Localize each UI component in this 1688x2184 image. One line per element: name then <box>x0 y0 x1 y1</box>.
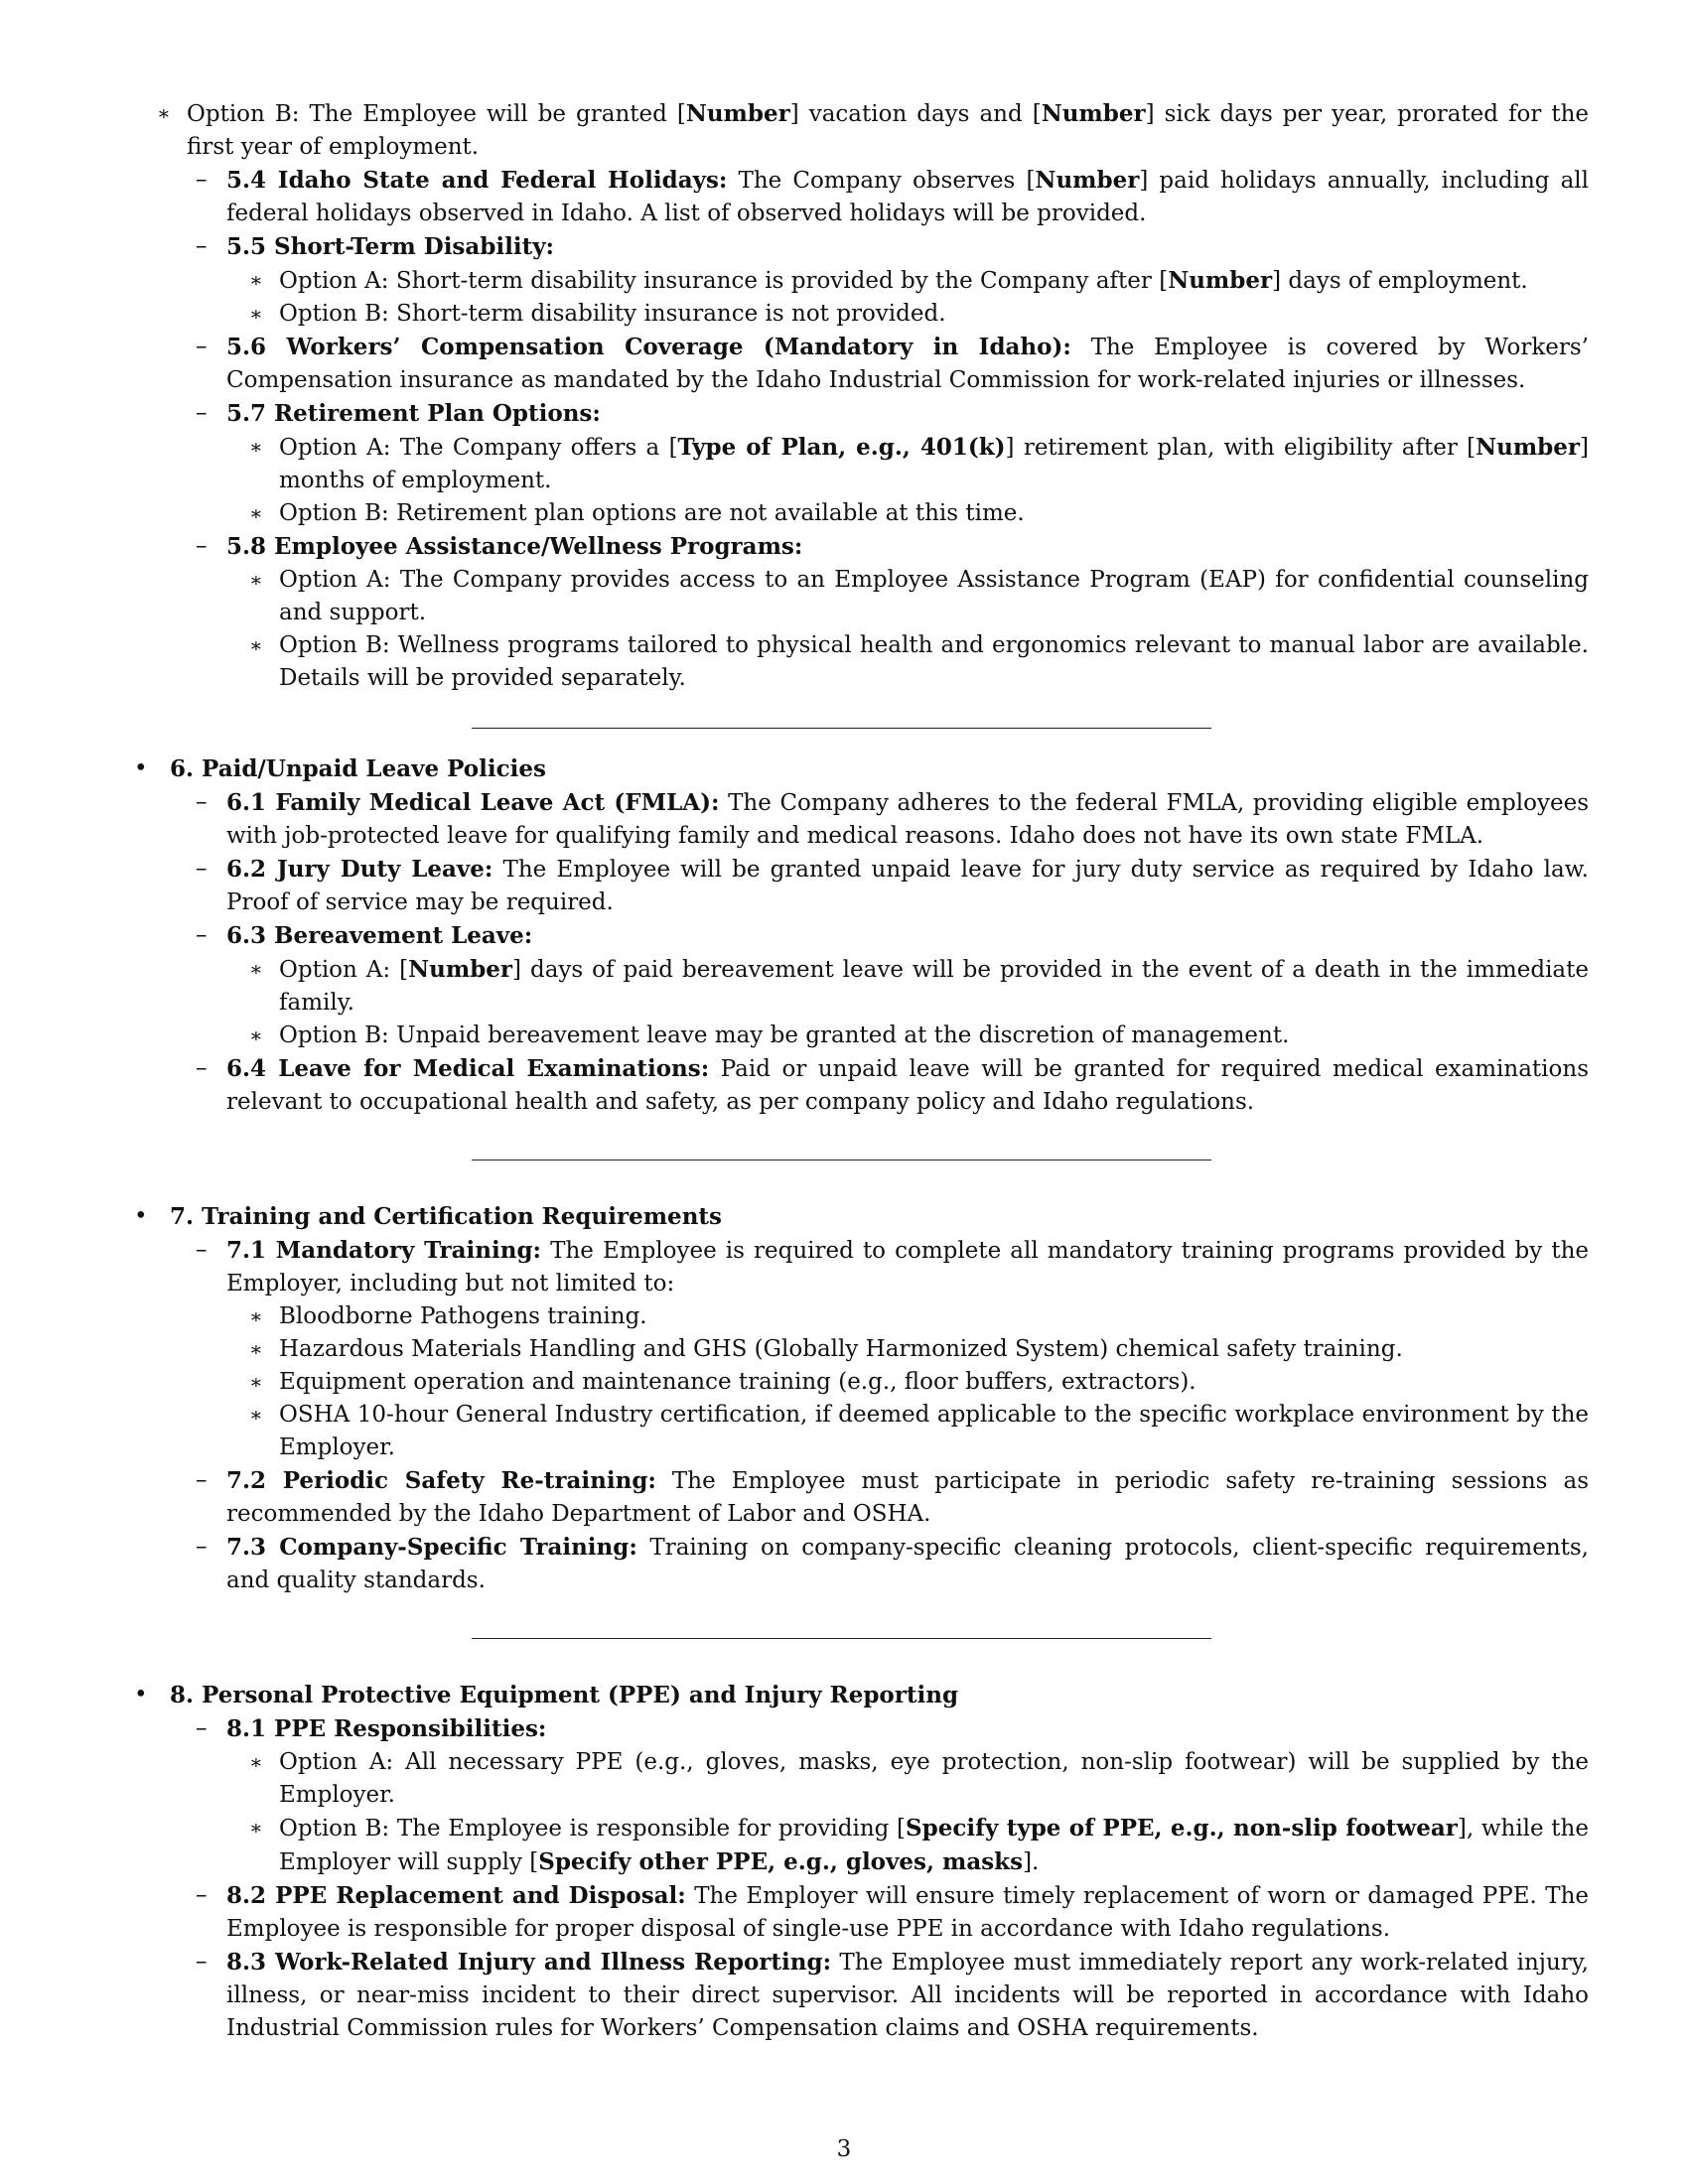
clause-5-7 <box>134 397 1589 530</box>
star-marker: ∗ <box>249 1370 263 1394</box>
page-number: 3 <box>836 2136 852 2162</box>
placeholder-ppe: Specify type of PPE, e.g., non-slip footwear <box>906 1815 1458 1842</box>
text: ]. <box>1023 1849 1040 1875</box>
clause-5-8 <box>134 530 1589 695</box>
text: The Employer will ensure timely replacement of worn or damaged PPE. The Employee is responsible for proper disposal of single-use PPE in accordance with Idaho regulations. <box>226 1883 1589 1942</box>
clause-8-2 <box>170 1879 1589 1946</box>
clause-7-2 <box>170 1464 1589 1531</box>
star-marker: ∗ <box>249 633 263 657</box>
text: Option B: Short-term disability insurance is not provided. <box>279 301 946 327</box>
section-title: 6. Paid/Unpaid Leave Policies <box>170 755 546 782</box>
option-b <box>226 298 1589 331</box>
text: ] sick days per year, prorated for the first year of employment. <box>187 101 1590 160</box>
star-marker: ∗ <box>249 1304 263 1328</box>
placeholder-number: Number <box>1041 100 1146 127</box>
option-b <box>226 1020 1589 1052</box>
page-content <box>134 97 1589 2045</box>
dash-marker: – <box>196 1055 208 1081</box>
clause-label: 5.5 Short-Term Disability: <box>226 233 555 260</box>
horizontal-rule <box>472 728 1211 729</box>
text: ] days of employment. <box>1272 268 1528 294</box>
dash-marker: – <box>196 167 208 193</box>
text: Option B: Wellness programs tailored to physical health and ergonomics relevant to manual labor are available. Details will be provided separately. <box>279 632 1589 691</box>
clause-5-5 <box>134 230 1589 331</box>
text: The Employee is required to complete all mandatory training programs provided by the Employer, including but not limited to: <box>226 1238 1589 1297</box>
placeholder-number: Number <box>1168 267 1273 294</box>
clause-label: 5.4 Idaho State and Federal Holidays: <box>226 167 728 194</box>
text: The Employee will be granted unpaid leave for jury duty service as required by Idaho law. Proof of service may be required. <box>226 857 1589 915</box>
clause-label: 8.1 PPE Responsibilities: <box>226 1715 547 1742</box>
section-title: 7. Training and Certification Requirements <box>170 1203 722 1230</box>
sublist <box>226 1746 1589 1879</box>
horizontal-rule <box>472 1638 1211 1639</box>
sublist <box>134 97 1589 164</box>
option-b <box>226 1812 1589 1879</box>
text: Option B: The Employee will be granted [ <box>187 101 686 127</box>
clause-8-1 <box>170 1712 1589 1879</box>
training-list <box>226 1300 1589 1464</box>
clause-label: 6.1 Family Medical Leave Act (FMLA): <box>226 789 720 816</box>
star-marker: ∗ <box>249 1403 263 1427</box>
list-item <box>226 1333 1589 1366</box>
sublist <box>170 1234 1589 1597</box>
text: Paid or unpaid leave will be granted for required medical examinations relevant to occupational health and safety, as per company policy and Idaho regulations. <box>226 1056 1589 1115</box>
dash-marker: – <box>196 1534 208 1560</box>
star-marker: ∗ <box>249 568 263 592</box>
text: Option B: The Employee is responsible for providing [ <box>279 1816 907 1842</box>
star-marker: ∗ <box>249 501 263 525</box>
clause-label: 5.7 Retirement Plan Options: <box>226 400 601 427</box>
option-a <box>226 953 1589 1020</box>
sublist <box>170 786 1589 1119</box>
option-a <box>226 1746 1589 1812</box>
sublist <box>170 1712 1589 2045</box>
clause-label: 7.2 Periodic Safety Re-training: <box>226 1467 656 1494</box>
text: ] months of employment. <box>279 435 1589 493</box>
star-marker: ∗ <box>249 1024 263 1047</box>
text: Option B: Retirement plan options are not available at this time. <box>279 500 1025 526</box>
text: The Company adheres to the federal FMLA, providing eligible employees with job-protected leave for qualifying family and medical reasons. Idaho does not have its own state FMLA. <box>226 790 1589 849</box>
text: The Employee is covered by Workers’ Compensation insurance as mandated by the Idaho Industrial Commission for work-related injuries or illnesses. <box>226 335 1589 393</box>
text: Option B: Unpaid bereavement leave may be granted at the discretion of management. <box>279 1023 1290 1048</box>
star-marker: ∗ <box>249 1816 263 1840</box>
list-item <box>134 97 1589 164</box>
sublist <box>226 431 1589 530</box>
placeholder-ppe: Specify other PPE, e.g., gloves, masks <box>538 1848 1024 1875</box>
dash-marker: – <box>196 400 208 426</box>
option-b <box>226 629 1589 695</box>
divider <box>134 695 1589 752</box>
text: The Employee must immediately report any work-related injury, illness, or near-miss incident to their direct supervisor. All incidents will be reported in accordance with Idaho Industrial Commission rules for Workers’ Compensation claims and OSHA requirements. <box>226 1950 1589 2041</box>
section-8 <box>134 1679 1589 2045</box>
text: Option A: Short-term disability insurance is provided by the Company after [ <box>279 268 1169 294</box>
section-7 <box>134 1200 1589 1597</box>
section-6 <box>134 752 1589 1119</box>
sublist <box>226 953 1589 1052</box>
placeholder-number: Number <box>408 956 513 983</box>
dash-marker: – <box>196 922 208 948</box>
option-a <box>226 431 1589 497</box>
dash-marker: – <box>196 789 208 815</box>
star-marker: ∗ <box>249 435 263 459</box>
section-5-continued <box>134 97 1589 695</box>
section-title: 8. Personal Protective Equipment (PPE) and Injury Reporting <box>170 1682 959 1708</box>
clause-label: 7.1 Mandatory Training: <box>226 1237 542 1264</box>
clause-6-2 <box>170 853 1589 919</box>
placeholder-plan: Type of Plan, e.g., 401(k) <box>677 434 1006 461</box>
clause-8-3 <box>170 1946 1589 2045</box>
clause-7-3 <box>170 1531 1589 1597</box>
divider <box>134 1119 1589 1200</box>
text: Option A: [ <box>279 957 409 983</box>
placeholder-number: Number <box>1476 434 1581 461</box>
star-marker: ∗ <box>249 1337 263 1361</box>
text: ] paid holidays annually, including all federal holidays observed in Idaho. A list of observed holidays will be provided. <box>226 168 1589 226</box>
list-item <box>226 1366 1589 1399</box>
text: The Company observes [ <box>727 168 1036 194</box>
text: ] days of paid bereavement leave will be provided in the event of a death in the immediate family. <box>279 957 1589 1016</box>
star-marker: ∗ <box>157 101 171 125</box>
bullet-marker: • <box>134 755 148 781</box>
dash-marker: – <box>196 1715 208 1741</box>
clause-label: 7.3 Company-Specific Training: <box>226 1534 637 1561</box>
section-item <box>134 752 1589 1119</box>
clause-label: 8.3 Work-Related Injury and Illness Reporting: <box>226 1949 832 1976</box>
dash-marker: – <box>196 856 208 882</box>
text: Equipment operation and maintenance training (e.g., floor buffers, extractors). <box>279 1369 1196 1395</box>
option-a <box>226 264 1589 298</box>
placeholder-number: Number <box>685 100 790 127</box>
list-item <box>226 1300 1589 1333</box>
star-marker: ∗ <box>249 1750 263 1774</box>
text: ], while the Employer will supply [ <box>279 1816 1589 1875</box>
clause-label: 6.3 Bereavement Leave: <box>226 922 533 949</box>
divider <box>134 1597 1589 1679</box>
dash-marker: – <box>196 1467 208 1493</box>
clause-6-1 <box>170 786 1589 853</box>
dash-marker: – <box>196 1237 208 1263</box>
clause-6-3 <box>170 919 1589 1052</box>
sublist <box>226 264 1589 331</box>
clause-label: 6.2 Jury Duty Leave: <box>226 856 493 883</box>
clause-5-6 <box>134 331 1589 397</box>
option-b <box>226 497 1589 530</box>
text: OSHA 10-hour General Industry certification, if deemed applicable to the specific workplace environment by the Employer. <box>279 1402 1589 1460</box>
text: Training on company-specific cleaning protocols, client-specific requirements, and quality standards. <box>226 1535 1589 1593</box>
dash-marker: – <box>196 533 208 559</box>
dash-marker: – <box>196 1949 208 1975</box>
star-marker: ∗ <box>249 302 263 326</box>
section-item <box>134 1679 1589 2045</box>
dash-marker: – <box>196 1882 208 1908</box>
star-marker: ∗ <box>249 268 263 292</box>
text: Option A: The Company provides access to an Employee Assistance Program (EAP) for confidential counseling and support. <box>279 567 1589 625</box>
text: ] vacation days and [ <box>789 101 1042 127</box>
clause-6-4 <box>170 1052 1589 1119</box>
clause-label: 8.2 PPE Replacement and Disposal: <box>226 1882 686 1909</box>
text: ] retirement plan, with eligibility after [ <box>1005 435 1477 461</box>
text: The Employee must participate in periodic safety re-training sessions as recommended by the Idaho Department of Labor and OSHA. <box>226 1468 1590 1527</box>
section-item <box>134 1200 1589 1597</box>
bullet-marker: • <box>134 1203 148 1229</box>
clause-label: 6.4 Leave for Medical Examinations: <box>226 1055 710 1082</box>
bullet-marker: • <box>134 1682 148 1707</box>
clause-5-4 <box>134 164 1589 230</box>
vacation-option-b <box>134 97 1589 164</box>
list-item <box>226 1399 1589 1464</box>
text: Option A: All necessary PPE (e.g., gloves, masks, eye protection, non-slip footwear) will be supplied by the Employer. <box>279 1749 1589 1808</box>
star-marker: ∗ <box>249 957 263 981</box>
clause-label: 5.8 Employee Assistance/Wellness Programs: <box>226 533 803 560</box>
clause-label: 5.6 Workers’ Compensation Coverage (Mandatory in Idaho): <box>226 334 1071 360</box>
dash-marker: – <box>196 334 208 359</box>
dash-marker: – <box>196 233 208 259</box>
text: Option A: The Company offers a [ <box>279 435 678 461</box>
option-a <box>226 564 1589 629</box>
text: Bloodborne Pathogens training. <box>279 1303 647 1329</box>
text: Hazardous Materials Handling and GHS (Globally Harmonized System) chemical safety training. <box>279 1336 1403 1362</box>
clause-7-1 <box>170 1234 1589 1464</box>
sublist <box>226 564 1589 695</box>
placeholder-number: Number <box>1035 167 1140 194</box>
